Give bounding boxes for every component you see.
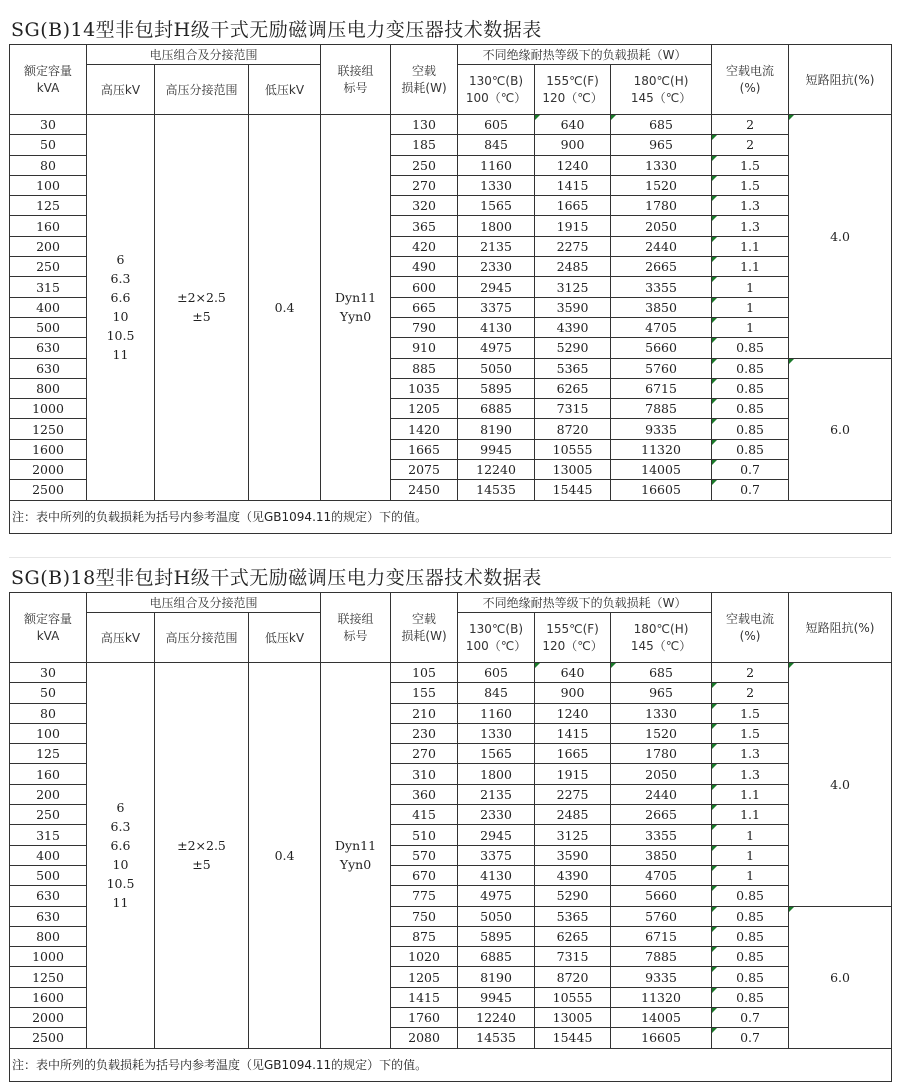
header-voltage-group: 电压组合及分接范围 [87,593,321,613]
cell-no-load-loss: 365 [391,216,458,236]
cell-no-load-loss: 1420 [391,419,458,439]
cell-no-load-loss: 1760 [391,1008,458,1028]
cell-impedance: 4.0 [789,663,892,907]
cell-load-loss-h: 3355 [611,277,712,297]
cell-no-load-loss: 310 [391,764,458,784]
cell-no-load-loss: 910 [391,338,458,358]
cell-no-load-current: 0.7 [712,1008,789,1028]
cell-no-load-loss: 750 [391,906,458,926]
cell-load-loss-h: 2665 [611,257,712,277]
cell-load-loss-f: 640 [535,663,611,683]
table-sg14 [9,16,891,534]
cell-load-loss-h: 1330 [611,703,712,723]
cell-capacity: 80 [10,703,87,723]
cell-no-load-current: 0.85 [712,378,789,398]
header-class-b: 130℃(B) 100（℃） [458,65,535,115]
cell-no-load-loss: 665 [391,297,458,317]
cell-load-loss-b: 605 [458,115,535,135]
cell-no-load-loss: 270 [391,175,458,195]
cell-no-load-loss: 420 [391,236,458,256]
cell-load-loss-h: 1780 [611,744,712,764]
cell-no-load-current: 1 [712,865,789,885]
cell-load-loss-h: 685 [611,115,712,135]
cell-load-loss-f: 3590 [535,845,611,865]
cell-capacity: 315 [10,825,87,845]
cell-no-load-current: 1 [712,825,789,845]
cell-load-loss-b: 3375 [458,845,535,865]
cell-capacity: 2500 [10,1028,87,1048]
cell-no-load-current: 0.85 [712,947,789,967]
cell-capacity: 2000 [10,460,87,480]
cell-no-load-current: 1 [712,297,789,317]
cell-capacity: 50 [10,683,87,703]
header-no-load-current: 空载电流 (%) [712,593,789,663]
table-note: 注：表中所列的负载损耗为括号内参考温度（见GB1094.11的规定）下的值。 [10,1048,892,1081]
cell-no-load-current: 2 [712,115,789,135]
cell-capacity: 30 [10,115,87,135]
cell-no-load-current: 1 [712,317,789,337]
cell-load-loss-f: 10555 [535,987,611,1007]
cell-capacity: 250 [10,257,87,277]
cell-load-loss-f: 2485 [535,805,611,825]
cell-capacity: 200 [10,236,87,256]
cell-load-loss-h: 2050 [611,216,712,236]
cell-capacity: 800 [10,378,87,398]
cell-load-loss-h: 14005 [611,460,712,480]
cell-load-loss-f: 2275 [535,236,611,256]
cell-capacity: 200 [10,784,87,804]
cell-load-loss-f: 6265 [535,378,611,398]
cell-load-loss-b: 1330 [458,723,535,743]
cell-load-loss-h: 1520 [611,175,712,195]
cell-no-load-loss: 360 [391,784,458,804]
cell-impedance: 6.0 [789,906,892,1048]
cell-load-loss-b: 14535 [458,1028,535,1048]
cell-no-load-current: 0.85 [712,886,789,906]
cell-capacity: 400 [10,845,87,865]
cell-load-loss-h: 5660 [611,338,712,358]
cell-no-load-loss: 2080 [391,1028,458,1048]
cell-capacity: 400 [10,297,87,317]
cell-no-load-current: 0.85 [712,967,789,987]
cell-load-loss-f: 13005 [535,1008,611,1028]
cell-impedance: 4.0 [789,115,892,359]
cell-load-loss-f: 1915 [535,216,611,236]
header-impedance: 短路阻抗(%) [789,45,892,115]
cell-load-loss-b: 6885 [458,399,535,419]
cell-load-loss-h: 5760 [611,358,712,378]
cell-no-load-loss: 600 [391,277,458,297]
cell-load-loss-b: 12240 [458,1008,535,1028]
cell-load-loss-f: 3125 [535,277,611,297]
table-title: SG(B)18型非包封H级干式无励磁调压电力变压器技术数据表 [11,567,542,589]
cell-capacity: 50 [10,135,87,155]
cell-load-loss-b: 1330 [458,175,535,195]
header-class-f: 155℃(F) 120（℃） [535,65,611,115]
cell-load-loss-b: 5895 [458,926,535,946]
cell-capacity: 630 [10,358,87,378]
cell-load-loss-f: 2275 [535,784,611,804]
cell-no-load-loss: 415 [391,805,458,825]
header-no-load-loss: 空载 损耗(W) [391,45,458,115]
cell-load-loss-h: 14005 [611,1008,712,1028]
header-load-loss-group: 不同绝缘耐热等级下的负载损耗（W） [458,45,712,65]
cell-no-load-current: 2 [712,663,789,683]
cell-load-loss-h: 4705 [611,865,712,885]
cell-no-load-current: 1.5 [712,723,789,743]
cell-load-loss-h: 9335 [611,967,712,987]
cell-load-loss-h: 11320 [611,439,712,459]
header-connection: 联接组 标号 [321,45,391,115]
cell-load-loss-h: 1330 [611,155,712,175]
cell-no-load-loss: 270 [391,744,458,764]
cell-tap: ±2×2.5 ±5 [155,663,249,1049]
cell-load-loss-b: 9945 [458,439,535,459]
cell-load-loss-b: 2135 [458,236,535,256]
cell-no-load-current: 0.7 [712,480,789,500]
cell-no-load-current: 1 [712,277,789,297]
cell-capacity: 630 [10,906,87,926]
cell-load-loss-f: 1240 [535,703,611,723]
cell-no-load-loss: 1205 [391,967,458,987]
cell-load-loss-b: 1800 [458,216,535,236]
cell-load-loss-b: 1160 [458,703,535,723]
cell-hv: 6 6.3 6.6 10 10.5 11 [87,663,155,1049]
cell-load-loss-f: 1240 [535,155,611,175]
cell-no-load-current: 1.5 [712,703,789,723]
cell-load-loss-b: 1565 [458,196,535,216]
cell-no-load-current: 1.3 [712,744,789,764]
cell-no-load-loss: 1415 [391,987,458,1007]
cell-no-load-loss: 670 [391,865,458,885]
cell-capacity: 1600 [10,439,87,459]
cell-no-load-loss: 490 [391,257,458,277]
cell-capacity: 630 [10,338,87,358]
cell-no-load-current: 0.7 [712,460,789,480]
cell-no-load-loss: 320 [391,196,458,216]
cell-no-load-loss: 570 [391,845,458,865]
cell-load-loss-h: 2665 [611,805,712,825]
cell-no-load-loss: 2450 [391,480,458,500]
cell-load-loss-h: 4705 [611,317,712,337]
cell-load-loss-f: 4390 [535,317,611,337]
header-no-load-current: 空载电流 (%) [712,45,789,115]
cell-load-loss-b: 1160 [458,155,535,175]
cell-load-loss-f: 6265 [535,926,611,946]
cell-capacity: 630 [10,886,87,906]
header-capacity: 额定容量 kVA [10,45,87,115]
data-table [9,592,892,1082]
cell-capacity: 1250 [10,967,87,987]
data-table [9,44,892,534]
cell-load-loss-f: 13005 [535,460,611,480]
blank-spreadsheet-rows [9,537,891,558]
table-sg18 [9,564,891,1082]
cell-load-loss-h: 6715 [611,378,712,398]
cell-load-loss-h: 2440 [611,784,712,804]
cell-no-load-current: 1.1 [712,784,789,804]
cell-impedance: 6.0 [789,358,892,500]
cell-load-loss-b: 5050 [458,358,535,378]
cell-no-load-loss: 250 [391,155,458,175]
cell-load-loss-h: 1780 [611,196,712,216]
cell-capacity: 1250 [10,419,87,439]
cell-no-load-loss: 1020 [391,947,458,967]
cell-load-loss-b: 12240 [458,460,535,480]
cell-load-loss-f: 900 [535,135,611,155]
header-tap: 高压分接范围 [155,65,249,115]
cell-no-load-loss: 130 [391,115,458,135]
cell-no-load-loss: 775 [391,886,458,906]
cell-load-loss-f: 15445 [535,480,611,500]
cell-load-loss-h: 3355 [611,825,712,845]
cell-load-loss-b: 2330 [458,805,535,825]
cell-capacity: 160 [10,216,87,236]
cell-load-loss-b: 5050 [458,906,535,926]
cell-load-loss-f: 1415 [535,175,611,195]
header-class-f: 155℃(F) 120（℃） [535,613,611,663]
cell-load-loss-b: 1800 [458,764,535,784]
cell-no-load-current: 2 [712,683,789,703]
cell-load-loss-b: 2945 [458,277,535,297]
cell-capacity: 100 [10,723,87,743]
cell-no-load-loss: 185 [391,135,458,155]
cell-load-loss-h: 6715 [611,926,712,946]
cell-load-loss-b: 845 [458,135,535,155]
cell-no-load-current: 0.7 [712,1028,789,1048]
cell-no-load-current: 1.5 [712,175,789,195]
cell-load-loss-f: 3590 [535,297,611,317]
cell-no-load-current: 0.85 [712,399,789,419]
cell-lv: 0.4 [249,115,321,501]
cell-no-load-current: 2 [712,135,789,155]
cell-load-loss-f: 1915 [535,764,611,784]
cell-capacity: 500 [10,317,87,337]
header-lv: 低压kV [249,65,321,115]
cell-load-loss-b: 8190 [458,967,535,987]
header-impedance: 短路阻抗(%) [789,593,892,663]
cell-load-loss-f: 640 [535,115,611,135]
cell-load-loss-h: 16605 [611,480,712,500]
cell-no-load-loss: 1205 [391,399,458,419]
cell-no-load-current: 1.1 [712,236,789,256]
cell-load-loss-h: 5660 [611,886,712,906]
header-class-h: 180℃(H) 145（℃） [611,613,712,663]
cell-load-loss-h: 7885 [611,947,712,967]
cell-load-loss-h: 9335 [611,419,712,439]
cell-capacity: 1600 [10,987,87,1007]
cell-load-loss-f: 15445 [535,1028,611,1048]
cell-no-load-loss: 230 [391,723,458,743]
cell-load-loss-f: 900 [535,683,611,703]
cell-load-loss-b: 2135 [458,784,535,804]
header-no-load-loss: 空载 损耗(W) [391,593,458,663]
cell-no-load-loss: 1665 [391,439,458,459]
cell-load-loss-b: 14535 [458,480,535,500]
cell-no-load-loss: 1035 [391,378,458,398]
cell-no-load-current: 0.85 [712,439,789,459]
cell-capacity: 315 [10,277,87,297]
cell-load-loss-b: 1565 [458,744,535,764]
cell-load-loss-h: 2050 [611,764,712,784]
cell-connection: Dyn11 Yyn0 [321,115,391,501]
cell-no-load-current: 0.85 [712,419,789,439]
header-tap: 高压分接范围 [155,613,249,663]
cell-load-loss-h: 2440 [611,236,712,256]
cell-load-loss-b: 845 [458,683,535,703]
cell-load-loss-b: 9945 [458,987,535,1007]
cell-no-load-current: 0.85 [712,926,789,946]
cell-load-loss-f: 7315 [535,947,611,967]
cell-no-load-current: 1.1 [712,257,789,277]
cell-no-load-current: 1.1 [712,805,789,825]
cell-connection: Dyn11 Yyn0 [321,663,391,1049]
cell-load-loss-f: 1665 [535,744,611,764]
cell-load-loss-h: 3850 [611,845,712,865]
cell-load-loss-h: 7885 [611,399,712,419]
cell-capacity: 250 [10,805,87,825]
header-connection: 联接组 标号 [321,593,391,663]
cell-capacity: 800 [10,926,87,946]
cell-load-loss-h: 965 [611,135,712,155]
cell-hv: 6 6.3 6.6 10 10.5 11 [87,115,155,501]
cell-load-loss-b: 4130 [458,865,535,885]
cell-load-loss-h: 5760 [611,906,712,926]
cell-load-loss-h: 1520 [611,723,712,743]
cell-load-loss-b: 605 [458,663,535,683]
cell-capacity: 1000 [10,399,87,419]
table-title: SG(B)14型非包封H级干式无励磁调压电力变压器技术数据表 [11,19,542,41]
table-note: 注：表中所列的负载损耗为括号内参考温度（见GB1094.11的规定）下的值。 [10,500,892,533]
cell-tap: ±2×2.5 ±5 [155,115,249,501]
cell-no-load-loss: 105 [391,663,458,683]
cell-load-loss-h: 965 [611,683,712,703]
cell-load-loss-b: 2945 [458,825,535,845]
cell-load-loss-f: 5290 [535,338,611,358]
cell-load-loss-f: 4390 [535,865,611,885]
header-class-h: 180℃(H) 145（℃） [611,65,712,115]
cell-load-loss-b: 4975 [458,886,535,906]
cell-no-load-loss: 2075 [391,460,458,480]
cell-load-loss-f: 5365 [535,358,611,378]
cell-load-loss-b: 3375 [458,297,535,317]
cell-load-loss-f: 10555 [535,439,611,459]
cell-load-loss-f: 1665 [535,196,611,216]
cell-load-loss-b: 5895 [458,378,535,398]
cell-capacity: 2000 [10,1008,87,1028]
cell-load-loss-h: 685 [611,663,712,683]
cell-capacity: 125 [10,744,87,764]
cell-no-load-loss: 875 [391,926,458,946]
cell-load-loss-f: 8720 [535,967,611,987]
cell-no-load-current: 0.85 [712,906,789,926]
cell-load-loss-f: 1415 [535,723,611,743]
cell-load-loss-f: 2485 [535,257,611,277]
cell-load-loss-b: 6885 [458,947,535,967]
cell-load-loss-f: 7315 [535,399,611,419]
cell-no-load-current: 1.3 [712,764,789,784]
table-row [10,115,892,135]
cell-capacity: 2500 [10,480,87,500]
cell-no-load-loss: 885 [391,358,458,378]
cell-no-load-current: 0.85 [712,338,789,358]
header-hv: 高压kV [87,65,155,115]
cell-load-loss-b: 4975 [458,338,535,358]
cell-load-loss-h: 11320 [611,987,712,1007]
cell-capacity: 125 [10,196,87,216]
header-load-loss-group: 不同绝缘耐热等级下的负载损耗（W） [458,593,712,613]
cell-no-load-current: 1.3 [712,216,789,236]
cell-lv: 0.4 [249,663,321,1049]
cell-load-loss-f: 5290 [535,886,611,906]
cell-load-loss-f: 3125 [535,825,611,845]
cell-load-loss-f: 5365 [535,906,611,926]
cell-capacity: 500 [10,865,87,885]
cell-no-load-current: 1.3 [712,196,789,216]
cell-no-load-loss: 210 [391,703,458,723]
cell-no-load-current: 0.85 [712,987,789,1007]
cell-no-load-current: 1 [712,845,789,865]
cell-capacity: 30 [10,663,87,683]
cell-load-loss-b: 2330 [458,257,535,277]
cell-capacity: 80 [10,155,87,175]
table-row [10,663,892,683]
cell-load-loss-b: 4130 [458,317,535,337]
cell-load-loss-h: 3850 [611,297,712,317]
cell-capacity: 160 [10,764,87,784]
cell-no-load-current: 1.5 [712,155,789,175]
cell-load-loss-h: 16605 [611,1028,712,1048]
cell-no-load-loss: 790 [391,317,458,337]
cell-no-load-loss: 510 [391,825,458,845]
cell-no-load-loss: 155 [391,683,458,703]
cell-load-loss-f: 8720 [535,419,611,439]
header-voltage-group: 电压组合及分接范围 [87,45,321,65]
header-capacity: 额定容量 kVA [10,593,87,663]
cell-no-load-current: 0.85 [712,358,789,378]
header-hv: 高压kV [87,613,155,663]
cell-load-loss-b: 8190 [458,419,535,439]
header-class-b: 130℃(B) 100（℃） [458,613,535,663]
cell-capacity: 1000 [10,947,87,967]
header-lv: 低压kV [249,613,321,663]
cell-capacity: 100 [10,175,87,195]
